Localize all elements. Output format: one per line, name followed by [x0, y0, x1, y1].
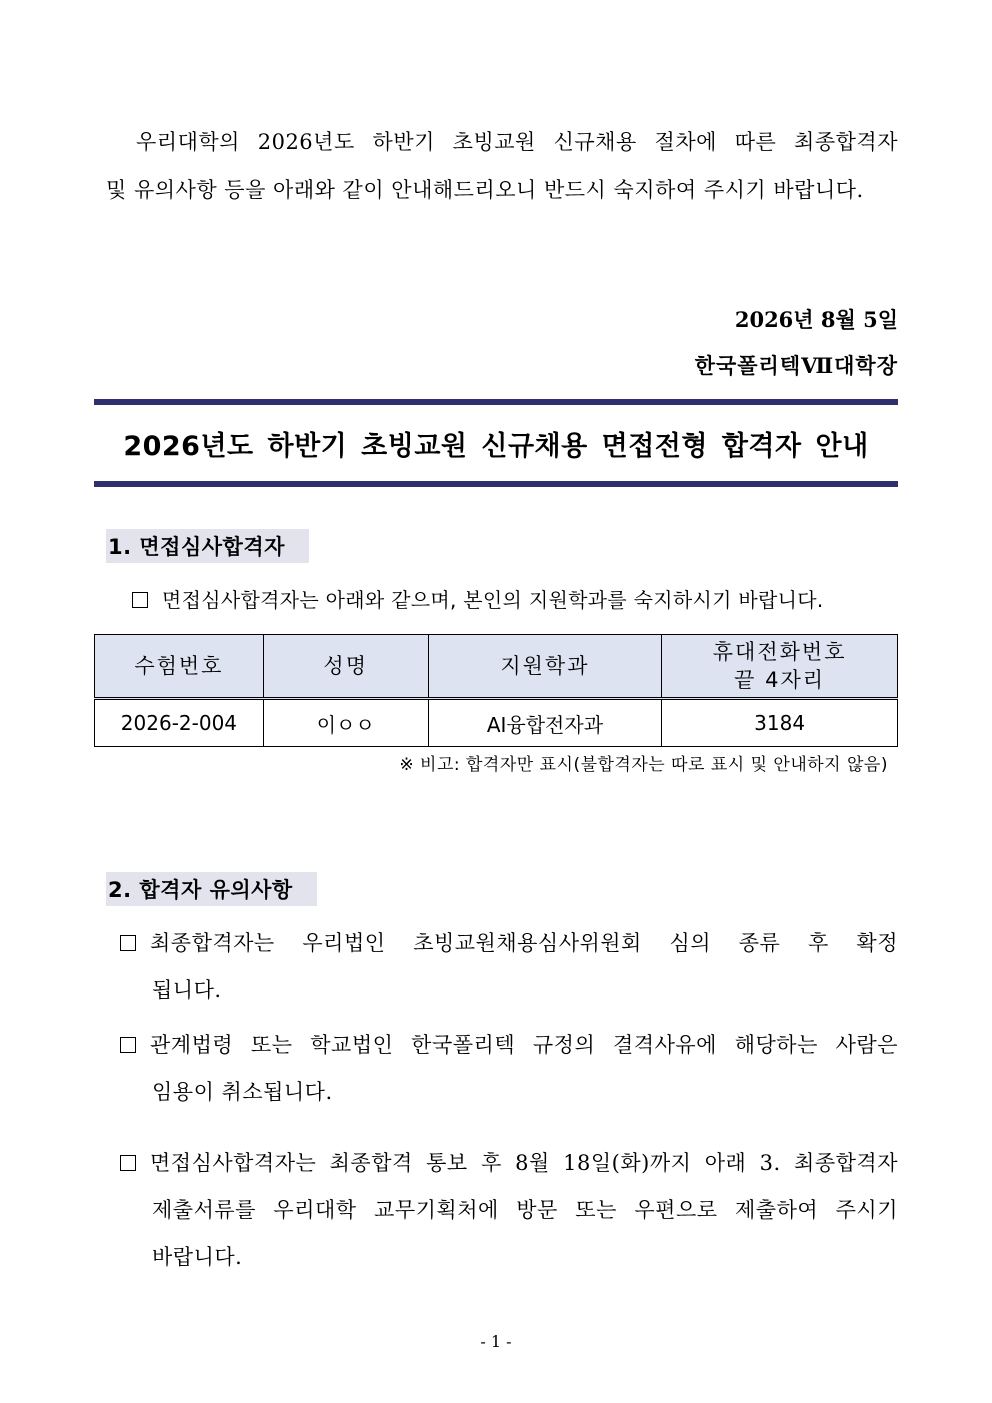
- section1-note: [132, 584, 898, 613]
- table-remark: ※ 비고: 합격자만 표시(불합격자는 따로 표시 및 안내하지 않음): [399, 755, 888, 775]
- table-row: [95, 699, 898, 747]
- intro-line-2: 및 유의사항 등을 아래와 같이 안내해드리오니 반드시 숙지하여 주시기 바랍니다.: [106, 178, 864, 202]
- header-phone: [662, 635, 898, 699]
- section-heading-1: 1. 면접심사합격자: [106, 529, 309, 563]
- checkbox-square-icon: [120, 1155, 136, 1171]
- notice-item-2: [120, 1022, 898, 1116]
- page-number: - 1 -: [480, 1332, 512, 1351]
- notice-item-3-text: 면접심사합격자는 최종합격 통보 후 8월 18일(화)까지 아래 3. 최종합격자: [150, 1151, 898, 1175]
- notice-date: 2026년 8월 5일: [734, 307, 898, 332]
- header-name: 성명: [263, 635, 428, 699]
- notice-item-1: [120, 920, 898, 1014]
- checkbox-square-icon: [120, 935, 136, 951]
- notice-item-1-line1: [120, 920, 898, 967]
- notice-item-3-line2: 제출서류를 우리대학 교무기획처에 방문 또는 우편으로 제출하여 주시기: [152, 1198, 898, 1222]
- intro-paragraph: [106, 118, 898, 214]
- notice-item-2-line1: [120, 1022, 898, 1069]
- cell-department: AI융합전자과: [428, 699, 662, 747]
- issuer-signature: 한국폴리텍Ⅶ대학장: [694, 353, 898, 378]
- section-heading-2: 2. 합격자 유의사항: [106, 872, 317, 906]
- cell-name: 이ㅇㅇ: [263, 699, 428, 747]
- notice-item-3-line3: 바랍니다.: [152, 1245, 243, 1269]
- page-title: 2026년도 하반기 초빙교원 신규채용 면접전형 합격자 안내: [123, 430, 869, 462]
- section1-note-text: 면접심사합격자는 아래와 같으며, 본인의 지원학과를 숙지하시기 바랍니다.: [162, 588, 824, 612]
- table-header-row: [95, 635, 898, 699]
- intro-line-1: 우리대학의 2026년도 하반기 초빙교원 신규채용 절차에 따른 최종합격자: [136, 130, 898, 154]
- notice-item-1-text: 최종합격자는 우리법인 초빙교원채용심사위원회 심의 종류 후 확정: [150, 931, 898, 955]
- cell-phone-last4: 3184: [662, 699, 898, 747]
- notice-item-2-line2: 임용이 취소됩니다.: [152, 1080, 333, 1104]
- results-table: [94, 634, 898, 747]
- header-department: 지원학과: [428, 635, 662, 699]
- cell-exam-number: 2026-2-004: [95, 699, 264, 747]
- notice-item-3: [120, 1140, 898, 1281]
- header-phone-line2: 끝 4자리: [734, 668, 826, 692]
- title-banner: [94, 399, 898, 487]
- notice-item-1-line2: 됩니다.: [152, 978, 222, 1002]
- checkbox-square-icon: [132, 592, 148, 608]
- notice-item-2-text: 관계법령 또는 학교법인 한국폴리텍 규정의 결격사유에 해당하는 사람은: [150, 1033, 898, 1057]
- checkbox-square-icon: [120, 1037, 136, 1053]
- notice-item-3-line1: [120, 1140, 898, 1187]
- header-phone-line1: 휴대전화번호: [712, 640, 847, 664]
- header-exam-number: 수험번호: [95, 635, 264, 699]
